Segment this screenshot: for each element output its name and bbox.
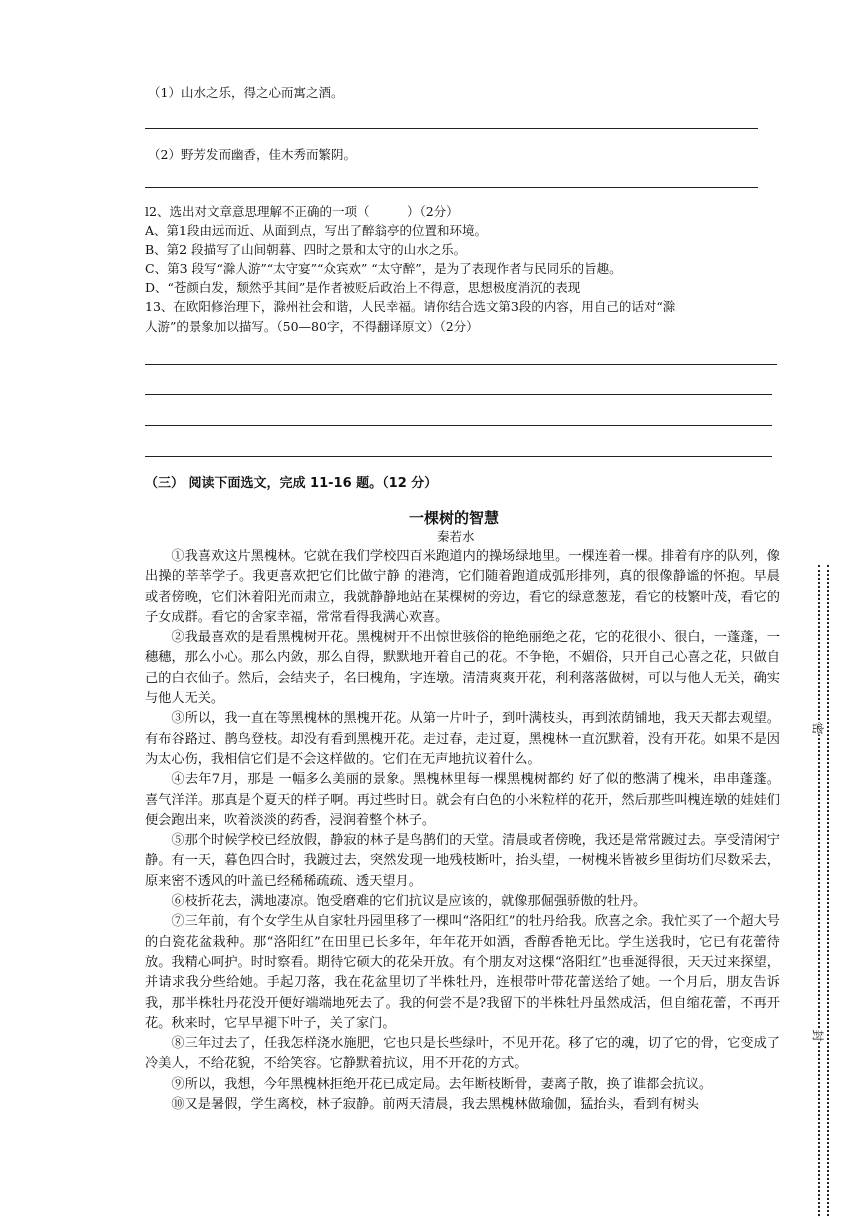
answer-line — [145, 425, 772, 426]
article-paragraph-6: ⑥枝折花去，满地凄凉。饱受磨难的它们抗议是应该的，就像那倔强骄傲的牡丹。 — [171, 894, 647, 910]
q11-item-1: （1）山水之乐，得之心而寓之酒。 — [148, 85, 344, 100]
article-paragraph-1: ①我喜欢这片黑槐林。它就在我们学校四百米跑道内的操场绿地里。一棵连着一棵。排着有序的队列，像出操的莘莘学子。我更喜欢把它们比做宁静 的港湾，它们随着跑道成弧形排列，真的很像静谧的怀抱。早晨或者傍晚，它们沐着阳光而肃立，我就静静地站在某棵树的旁边，看它的绿意葱茏，看它的枝繁叶茂，看它的子女成群。看它的舍家幸福，常常看得我满心欢喜。 — [145, 549, 780, 625]
answer-line — [145, 128, 758, 129]
article-paragraph-4: ④去年7月，那是 一幅多么美丽的景象。黑槐林里每一棵黑槐树都约 好了似的憋满了槐米，串串蓬蓬。喜气洋洋。那真是个夏天的样子啊。再过些时日。就会有白色的小米粒样的花开，然后那些叫槐连墩的娃娃们便会跑出来，吹着淡淡的药香，浸润着整个林子。 — [145, 772, 780, 828]
article-paragraph-7: ⑦三年前，有个女学生从自家牡丹园里移了一棵叫“洛阳红”的牡丹给我。欣喜之余。我忙买了一个超大号的白瓷花盆栽种。那“洛阳红”在田里已长多年，年年花开如酒，香醇香艳无比。学生送我时，它已有花蕾待放。我精心呵护。时时察看。期待它硕大的花朵开放。有个朋友对这棵“洛阳红”也垂涎得很，天天过来探望，并请求我分些给她。手起刀落，我在花盆里切了半株牡丹，连根带叶带花蕾送给了她。一个月后，朋友告诉我，那半株牡丹花没开便好端端地死去了。我的何尝不是?我留下的半株牡丹虽然成活，但自缩花蕾，不再开花。秋来时，它早早褪下叶子，关了家门。 — [145, 914, 780, 1031]
q12-option-d: D、“苍颜白发，颓然乎其间”是作者被贬后政治上不得意，思想极度消沉的表现 — [145, 280, 581, 295]
q13-stem-line-1: 13、在欧阳修治理下，滁州社会和谐，人民幸福。请你结合选文第3段的内容，用自己的话对“滁 — [145, 299, 676, 314]
article-paragraph-8: ⑧三年过去了，任我怎样浇水施肥，它也只是长些绿叶，不见开花。移了它的魂，切了它的骨，它变成了冷美人，不给花貌，不给笑容。它静默着抗议，用不开花的方式。 — [145, 1036, 780, 1072]
article-paragraph-3: ③所以，我一直在等黑槐林的黑槐开花。从第一片叶子，到叶满枝头，再到浓荫铺地，我天天都去观望。有布谷路过、鹊鸟登枝。却没有看到黑槐开花。走过春，走过夏，黑槐林一直沉默着，没有开花。如果不是因为太心伤，我相信它们是不会这样做的。它们在无声地抗议着什么。 — [145, 711, 780, 767]
q12-option-c: C、第3 段写“滁人游”“太守宴”“众宾欢” “太守醉”，是为了表现作者与民同乐的旨趣。 — [145, 261, 622, 276]
article-title: 一棵树的智慧 — [409, 509, 500, 527]
binding-char-seal: 密 — [810, 722, 825, 735]
answer-line — [145, 456, 772, 457]
q11-item-2: （2）野芳发而幽香，佳木秀而繁阴。 — [148, 147, 356, 162]
article-paragraph-9: ⑨所以，我想，今年黑槐林拒绝开花已成定局。去年断枝断骨，妻离子散，换了谁都会抗议。 — [171, 1076, 713, 1092]
answer-line — [145, 364, 777, 365]
binding-char-seal-2: 封 — [810, 1029, 825, 1042]
article-paragraph-2: ②我最喜欢的是看黑槐树开花。黑槐树开不出惊世骇俗的艳绝丽绝之花，它的花很小、很白，一蓬蓬，一穗穗，那么小心。那么内敛，那么自得，默默地开着自己的花。不争艳，不媚俗，只开自己心喜之花，只做自己的白衣仙子。然后，会结夹子，名曰槐角，字连墩。清清爽爽开花，利利落落做树，可以与他人无关，确实与他人无关。 — [145, 630, 780, 707]
q12-option-a: A、第1段由远而近、从面到点，写出了醉翁亭的位置和环境。 — [145, 223, 487, 238]
q12-option-b: B、第2 段描写了山间朝暮、四时之景和太守的山水之乐。 — [145, 242, 467, 257]
answer-line — [145, 394, 772, 395]
q13-stem-line-2: 人游”的景象加以描写。（50—80字，不得翻译原文）（2分） — [145, 319, 479, 334]
article-author: 秦若水 — [437, 529, 475, 544]
section-heading: （三） 阅读下面选文，完成 11-16 题。（12 分） — [145, 476, 438, 491]
article-body — [145, 547, 780, 1115]
article-paragraph-5: ⑤那个时候学校已经放假，静寂的林子是鸟鹊们的天堂。清晨或者傍晚，我还是常常踱过去。享受清闲宁静。有一天，暮色四合时，我踱过去，突然发现一地残枝断叶，抬头望，一树槐米皆被乡里街坊们尽数采去，原来密不透风的叶盖已经稀稀疏疏、透天望月。 — [145, 833, 780, 889]
article-paragraph-10: ⑩又是暑假，学生离校，林子寂静。前两天清晨，我去黑槐林做瑜伽，猛抬头，看到有树头 — [171, 1097, 699, 1113]
answer-line — [145, 187, 758, 188]
binding-line — [818, 565, 830, 1216]
q12-stem: l2、选出对文章意思理解不正确的一项（ ）（2分） — [145, 204, 459, 219]
